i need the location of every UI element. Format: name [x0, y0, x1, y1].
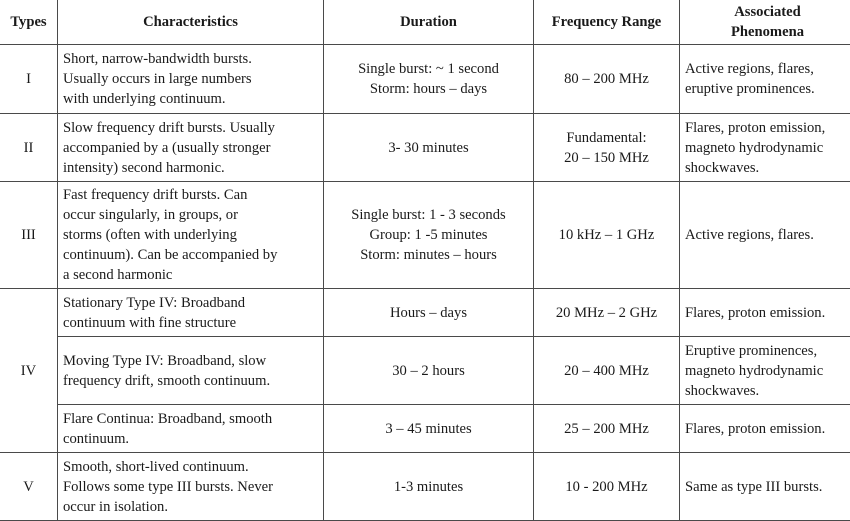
text-line: accompanied by a (usually stronger: [63, 138, 318, 158]
text-line: Flares, proton emission.: [685, 419, 850, 439]
frequency-cell: [534, 405, 680, 453]
text-line: 20 MHz – 2 GHz: [539, 303, 674, 323]
text-line: 20 – 150 MHz: [539, 148, 674, 168]
text-line: Storm: hours – days: [329, 79, 528, 99]
duration-cell: [324, 337, 534, 405]
text-line: magneto hydrodynamic: [685, 138, 850, 158]
header-row: [0, 0, 850, 45]
text-line: 3- 30 minutes: [329, 138, 528, 158]
text-line: intensity) second harmonic.: [63, 158, 318, 178]
phenomena-cell: [680, 453, 850, 521]
text-line: Usually occurs in large numbers: [63, 69, 318, 89]
text-line: Storm: minutes – hours: [329, 245, 528, 265]
characteristics-cell: [58, 289, 324, 337]
text-line: 25 – 200 MHz: [539, 419, 674, 439]
text-line: Same as type III bursts.: [685, 477, 850, 497]
phenomena-cell: [680, 289, 850, 337]
duration-cell: [324, 114, 534, 182]
text-line: Group: 1 -5 minutes: [329, 225, 528, 245]
table-row-type-i: [0, 45, 850, 114]
duration-cell: [324, 405, 534, 453]
duration-cell: [324, 45, 534, 114]
table-row-type-iv-flare-continua: [0, 405, 850, 453]
text-line: with underlying continuum.: [63, 89, 318, 109]
duration-cell: [324, 182, 534, 289]
type-cell: V: [0, 453, 58, 521]
phenomena-cell: [680, 114, 850, 182]
text-line: Active regions, flares.: [685, 225, 850, 245]
text-line: Eruptive prominences,: [685, 341, 850, 361]
phenomena-cell: [680, 405, 850, 453]
text-line: occur in isolation.: [63, 497, 318, 517]
frequency-cell: [534, 114, 680, 182]
text-line: Flare Continua: Broadband, smooth: [63, 409, 318, 429]
characteristics-cell: [58, 114, 324, 182]
text-line: eruptive prominences.: [685, 79, 850, 99]
text-line: continuum with fine structure: [63, 313, 318, 333]
text-line: Fast frequency drift bursts. Can: [63, 185, 318, 205]
header-phenomena-line1: Associated: [685, 2, 850, 22]
text-line: Hours – days: [329, 303, 528, 323]
type-cell: I: [0, 45, 58, 114]
header-frequency-range: Frequency Range: [534, 0, 680, 45]
header-types: Types: [0, 0, 58, 45]
type-cell: IV: [0, 289, 58, 453]
frequency-cell: [534, 45, 680, 114]
text-line: 1-3 minutes: [329, 477, 528, 497]
characteristics-cell: [58, 182, 324, 289]
duration-cell: [324, 289, 534, 337]
text-line: Flares, proton emission.: [685, 303, 850, 323]
frequency-cell: [534, 337, 680, 405]
text-line: Flares, proton emission,: [685, 118, 850, 138]
characteristics-cell: [58, 337, 324, 405]
text-line: 10 kHz – 1 GHz: [539, 225, 674, 245]
header-associated-phenomena: [680, 0, 850, 45]
frequency-cell: [534, 182, 680, 289]
text-line: frequency drift, smooth continuum.: [63, 371, 318, 391]
type-cell: III: [0, 182, 58, 289]
characteristics-cell: [58, 405, 324, 453]
text-line: Stationary Type IV: Broadband: [63, 293, 318, 313]
text-line: 10 - 200 MHz: [539, 477, 674, 497]
frequency-cell: [534, 289, 680, 337]
text-line: continuum.: [63, 429, 318, 449]
characteristics-cell: [58, 45, 324, 114]
text-line: Follows some type III bursts. Never: [63, 477, 318, 497]
phenomena-cell: [680, 182, 850, 289]
header-phenomena-line2: Phenomena: [685, 22, 850, 42]
text-line: Smooth, short-lived continuum.: [63, 457, 318, 477]
text-line: 20 – 400 MHz: [539, 361, 674, 381]
frequency-cell: [534, 453, 680, 521]
text-line: Short, narrow-bandwidth bursts.: [63, 49, 318, 69]
text-line: shockwaves.: [685, 158, 850, 178]
table-row-type-iii: [0, 182, 850, 289]
header-duration: Duration: [324, 0, 534, 45]
table-row-type-v: [0, 453, 850, 521]
table-row-type-ii: [0, 114, 850, 182]
text-line: 3 – 45 minutes: [329, 419, 528, 439]
text-line: continuum). Can be accompanied by: [63, 245, 318, 265]
text-line: Single burst: 1 - 3 seconds: [329, 205, 528, 225]
text-line: Fundamental:: [539, 128, 674, 148]
text-line: magneto hydrodynamic: [685, 361, 850, 381]
text-line: occur singularly, in groups, or: [63, 205, 318, 225]
text-line: Single burst: ~ 1 second: [329, 59, 528, 79]
text-line: a second harmonic: [63, 265, 318, 285]
text-line: 30 – 2 hours: [329, 361, 528, 381]
table-row-type-iv-stationary: [0, 289, 850, 337]
phenomena-cell: [680, 45, 850, 114]
text-line: Active regions, flares,: [685, 59, 850, 79]
text-line: shockwaves.: [685, 381, 850, 401]
phenomena-cell: [680, 337, 850, 405]
text-line: Moving Type IV: Broadband, slow: [63, 351, 318, 371]
table-row-type-iv-moving: [0, 337, 850, 405]
text-line: storms (often with underlying: [63, 225, 318, 245]
type-cell: II: [0, 114, 58, 182]
duration-cell: [324, 453, 534, 521]
characteristics-cell: [58, 453, 324, 521]
header-characteristics: Characteristics: [58, 0, 324, 45]
text-line: Slow frequency drift bursts. Usually: [63, 118, 318, 138]
text-line: 80 – 200 MHz: [539, 69, 674, 89]
